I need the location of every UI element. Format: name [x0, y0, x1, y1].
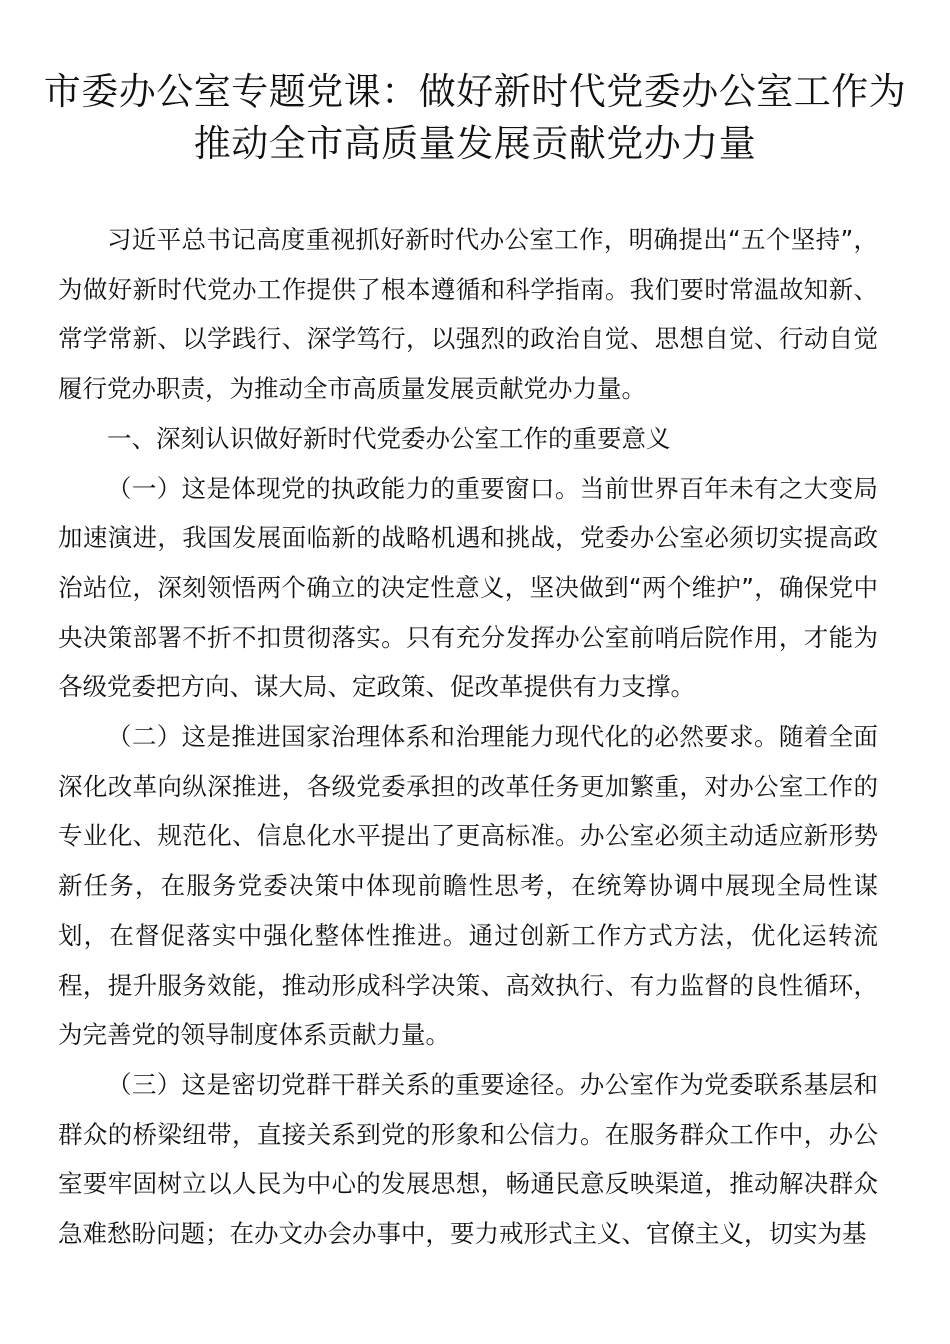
- title-line-2: 推动全市高质量发展贡献党办力量: [193, 122, 757, 165]
- intro-paragraph: 习近平总书记高度重视抓好新时代办公室工作，明确提出“五个坚持”，为做好新时代党办工作提供了根本遵循和科学指南。我们要时常温故知新、常学常新、以学践行、深学笃行，以强烈的政治自觉、思想自觉、行动自觉履行党办职责，为推动全市高质量发展贡献党办力量。: [58, 225, 878, 404]
- section-heading-1: 一、深刻认识做好新时代党委办公室工作的重要意义: [107, 423, 671, 453]
- document-body: [58, 215, 878, 1259]
- paragraph-point-2: （二）这是推进国家治理体系和治理能力现代化的必然要求。随着全面深化改革向纵深推进，各级党委承担的改革任务更加繁重，对办公室工作的专业化、规范化、信息化水平提出了更高标准。办公室必须主动适应新形势新任务，在服务党委决策中体现前瞻性思考，在统筹协调中展现全局性谋划，在督促落实中强化整体性推进。通过创新工作方式方法，优化运转流程，提升服务效能，推动形成科学决策、高效执行、有力监督的良性循环，为完善党的领导制度体系贡献力量。: [58, 722, 878, 1050]
- paragraph-point-3: （三）这是密切党群干群关系的重要途径。办公室作为党委联系基层和群众的桥梁纽带，直接关系到党的形象和公信力。在服务群众工作中，办公室要牢固树立以人民为中心的发展思想，畅通民意反映渠道，推动解决群众急难愁盼问题；在办文办会办事中，要力戒形式主义、官僚主义，切实为基: [58, 1069, 878, 1249]
- title-line-1: 市委办公室专题党课：做好新时代党委办公室工作为: [43, 70, 907, 113]
- document-title: [40, 66, 910, 170]
- paragraph-point-1: （一）这是体现党的执政能力的重要窗口。当前世界百年未有之大变局加速演进，我国发展面临新的战略机遇和挑战，党委办公室必须切实提高政治站位，深刻领悟两个确立的决定性意义，坚决做到“两个维护”，确保党中央决策部署不折不扣贯彻落实。只有充分发挥办公室前哨后院作用，才能为各级党委把方向、谋大局、定政策、促改革提供有力支撑。: [58, 473, 878, 702]
